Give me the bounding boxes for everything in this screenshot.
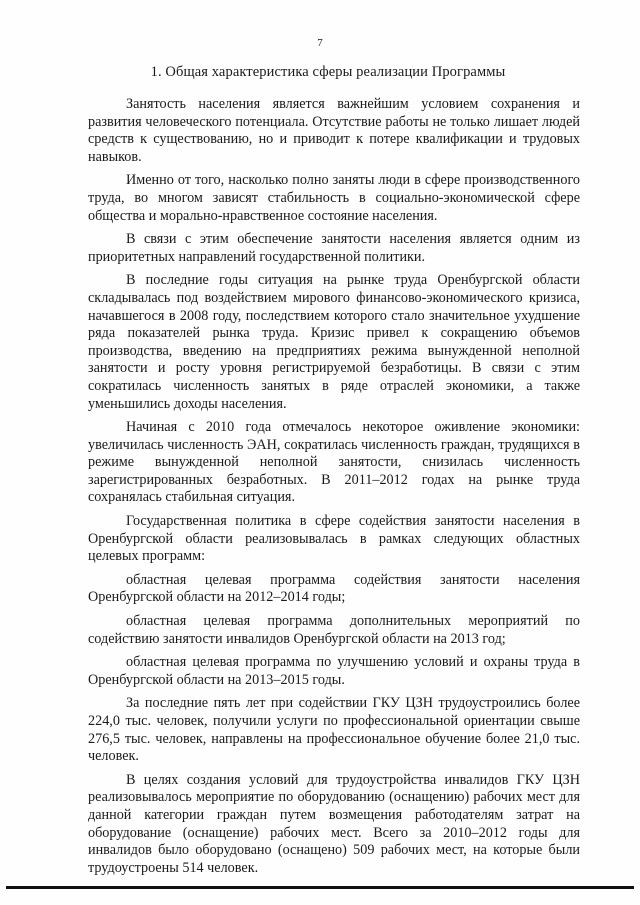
paragraph: Занятость населения является важнейшим условием сохранения и развития человеческого потенциала. Отсутствие работы не только лишает людей средств к существованию, но и приводит к потере квалификации и трудовых навыков. [88,96,580,165]
program-list-item: областная целевая программа содействия занятости населения Оренбургской области на 2012–2014 годы; [88,571,580,606]
paragraph: Именно от того, насколько полно заняты люди в сфере производственного труда, во многом зависят стабильность в социально-экономической сфере общества и морально-нравственное состояние населения. [88,172,580,224]
bottom-divider [6,886,634,889]
paragraph: Начиная с 2010 года отмечалось некоторое оживление экономики: увеличилась численность ЭАН, сократилась численность граждан, трудящихся в режиме вынужденной неполной занятости, снизилась численность зарегистрированных безработных. В 2011–2012 годах на рынке труда сохранялась стабильная ситуация. [88,419,580,506]
page-number: 7 [317,37,323,49]
paragraph: В целях создания условий для трудоустройства инвалидов ГКУ ЦЗН реализовывалось мероприятие по оборудованию (оснащению) рабочих мест для данной категории граждан путем возмещения работодателям затрат на оборудование (оснащение) рабочих мест. Всего за 2010–2012 годы для инвалидов было оборудовано (оснащено) 509 рабочих мест, на которые были трудоустроены 514 человек. [88,771,580,876]
program-list-item: областная целевая программа по улучшению условий и охраны труда в Оренбургской области на 2013–2015 годы. [88,654,580,688]
paragraph: За последние пять лет при содействии ГКУ ЦЗН трудоустроились более 224,0 тыс. человек, получили услуги по профессиональной ориентации свыше 276,5 тыс. человек, направлены на профессиональное обучение более 21,0 тыс. человек. [88,695,580,765]
document-body [88,96,580,883]
paragraph: В связи с этим обеспечение занятости населения является одним из приоритетных направлений государственной политики. [88,231,580,265]
paragraph: В последние годы ситуация на рынке труда Оренбургской области складывалась под воздействием мирового финансово-экономического кризиса, начавшегося в 2008 году, последствием которого стало значительное ухудшение ряда показателей рынка труда. Кризис привел к сокращению объемов производства, введению на предприятиях режима вынужденной неполной занятости и росту уровня регистрируемой безработицы. В связи с этим сократилась численность занятых в ряде отраслей экономики, а также уменьшились доходы населения. [88,272,580,412]
program-list-item: областная целевая программа дополнительных мероприятий по содействию занятости инвалидов Оренбургской области на 2013 год; [88,613,580,647]
section-title: 1. Общая характеристика сферы реализации Программы [150,64,506,80]
paragraph: Государственная политика в сфере содействия занятости населения в Оренбургской области реализовывалась в рамках следующих областных целевых программ: [88,513,580,565]
